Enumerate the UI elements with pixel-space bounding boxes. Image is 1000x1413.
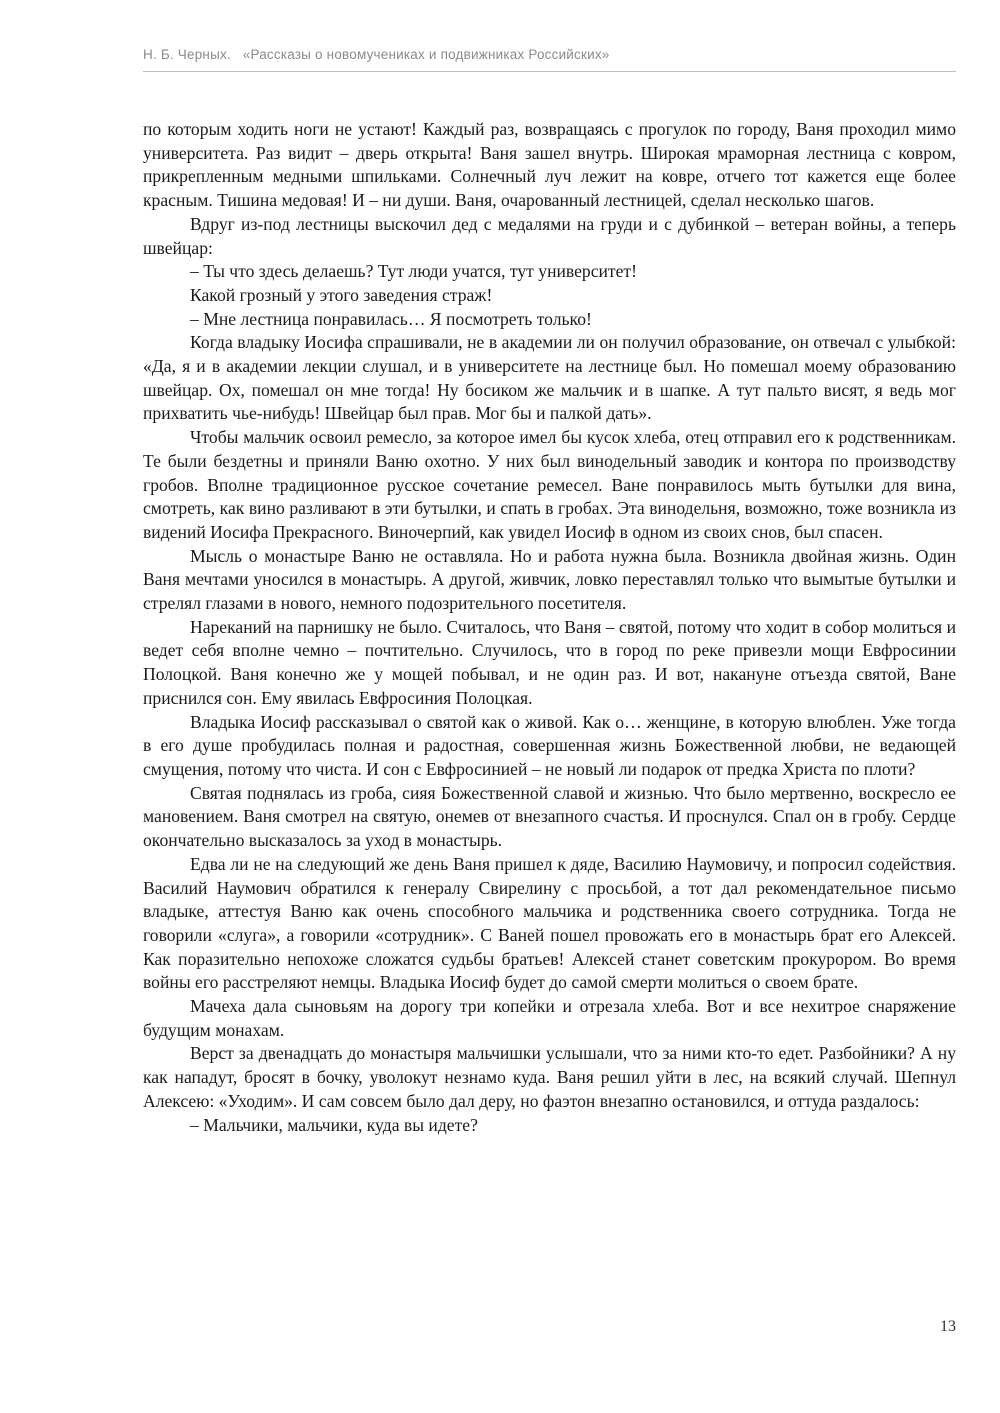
paragraph: Вдруг из-под лестницы выскочил дед с медалями на груди и с дубинкой – ветеран войны, а теперь швейцар: — [143, 213, 956, 258]
page-number: 13 — [940, 1318, 956, 1335]
paragraph: Какой грозный у этого заведения страж! — [190, 284, 493, 305]
paragraph: Нареканий на парнишку не было. Считалось, что Ваня – святой, потому что ходит в собор молиться и ведет себя вполне чемно – почтительно. Случилось, что в город по реке привезли мощи Евфросинии Полоцкой. Ваня конечно же у мощей побывал, и не один раз. И вот, накануне отъезда святой, Ване приснился сон. Ему явилась Евфросиния Полоцкая. — [143, 616, 956, 708]
paragraph: Едва ли не на следующий же день Ваня пришел к дяде, Василию Наумовичу, и попросил содействия. Василий Наумович обратился к генералу Свирелину с просьбой, а тот дал рекомендательное письмо владыке, аттестуя Ваню как очень способного мальчика и родственника своего сотрудника. Тогда не говорили «слуга», а говорили «сотрудник». С Ваней пошел провожать его в монастырь брат его Алексей. Как поразительно непохоже сложатся судьбы братьев! Алексей станет советским прокурором. Во время войны его расстреляют немцы. Владыка Иосиф будет до самой смерти молиться о своем брате. — [143, 853, 956, 993]
paragraph: Святая поднялась из гроба, сияя Божественной славой и жизнью. Что было мертвенно, воскресло ее мановением. Ваня смотрел на святую, онемев от внезапного счастья. И проснулся. Спал он в гробу. Сердце окончательно высказалось за уход в монастырь. — [143, 782, 956, 851]
dialogue-line: – Мальчики, мальчики, куда вы идете? — [190, 1114, 478, 1135]
dialogue-line: – Ты что здесь делаешь? Тут люди учатся, тут университет! — [190, 261, 637, 282]
paragraph: Мысль о монастыре Ваню не оставляла. Но и работа нужна была. Возникла двойная жизнь. Один Ваня мечтами уносился в монастырь. А другой, живчик, ловко переставлял только что вымытые бутылки и стрелял глазами в нового, немного подозрительного посетителя. — [143, 545, 956, 614]
paragraph: Когда владыку Иосифа спрашивали, не в академии ли он получил образование, он отвечал с улыбкой: «Да, я и в академии лекции слушал, и в университете на лестнице был. Но помешал моему образованию швейцар. Ох, помешал он мне тогда! Ну босиком же мальчик и в шапке. А тут пальто висят, я ведь мог прихватить чье-нибудь! Швейцар был прав. Мог бы и палкой дать». — [143, 332, 956, 424]
paragraph: Чтобы мальчик освоил ремесло, за которое имел бы кусок хлеба, отец отправил его к родственникам. Те были бездетны и приняли Ваню охотно. У них был винодельный заводик и контора по производству гробов. Вполне традиционное русское сочетание ремесел. Ване понравилось мыть бутылки для вина, смотреть, как вино разливают в эти бутылки, и спать в гробах. Эта винодельня, возможно, тоже возникла из видений Иосифа Прекрасного. Виночерпий, как увидел Иосиф в одном из своих снов, был спасен. — [143, 427, 956, 542]
paragraph: по которым ходить ноги не устают! Каждый раз, возвращаясь с прогулок по городу, Ваня проходил мимо университета. Раз видит – дверь открыта! Ваня зашел внутрь. Широкая мраморная лестница с ковром, прикрепленным медными шпильками. Солнечный луч лежит на ковре, отчего тот кажется еще более красным. Тишина медовая! И – ни души. Ваня, очарованный лестницей, сделал несколько шагов. — [143, 119, 956, 211]
paragraph: Мачеха дала сыновьям на дорогу три копейки и отрезала хлеба. Вот и все нехитрое снаряжение будущим монахам. — [143, 996, 956, 1040]
header-divider — [143, 71, 956, 72]
paragraph: Верст за двенадцать до монастыря мальчишки услышали, что за ними кто-то едет. Разбойники? А ну как нападут, бросят в бочку, уволокут незнамо куда. Ваня решил уйти в лес, на всякий случай. Шепнул Алексею: «Уходим». И сам совсем было дал деру, но фаэтон внезапно остановился, и оттуда раздалось: — [143, 1043, 956, 1111]
running-header — [143, 47, 956, 62]
dialogue-line: – Мне лестница понравилась… Я посмотреть только! — [190, 308, 592, 329]
header-author: Н. Б. Черных. — [143, 47, 231, 62]
body-text — [143, 118, 956, 1137]
header-title: «Рассказы о новомучениках и подвижниках Российских» — [242, 47, 610, 62]
paragraph: Владыка Иосиф рассказывал о святой как о живой. Как о… женщине, в которую влюблен. Уже тогда в его душе пробудилась полная и радостная, совершенная жизнь Божественной любви, не ведающей смущения, потому что чиста. И сон с Евфросинией – не новый ли подарок от предка Христа по плоти? — [143, 711, 956, 779]
